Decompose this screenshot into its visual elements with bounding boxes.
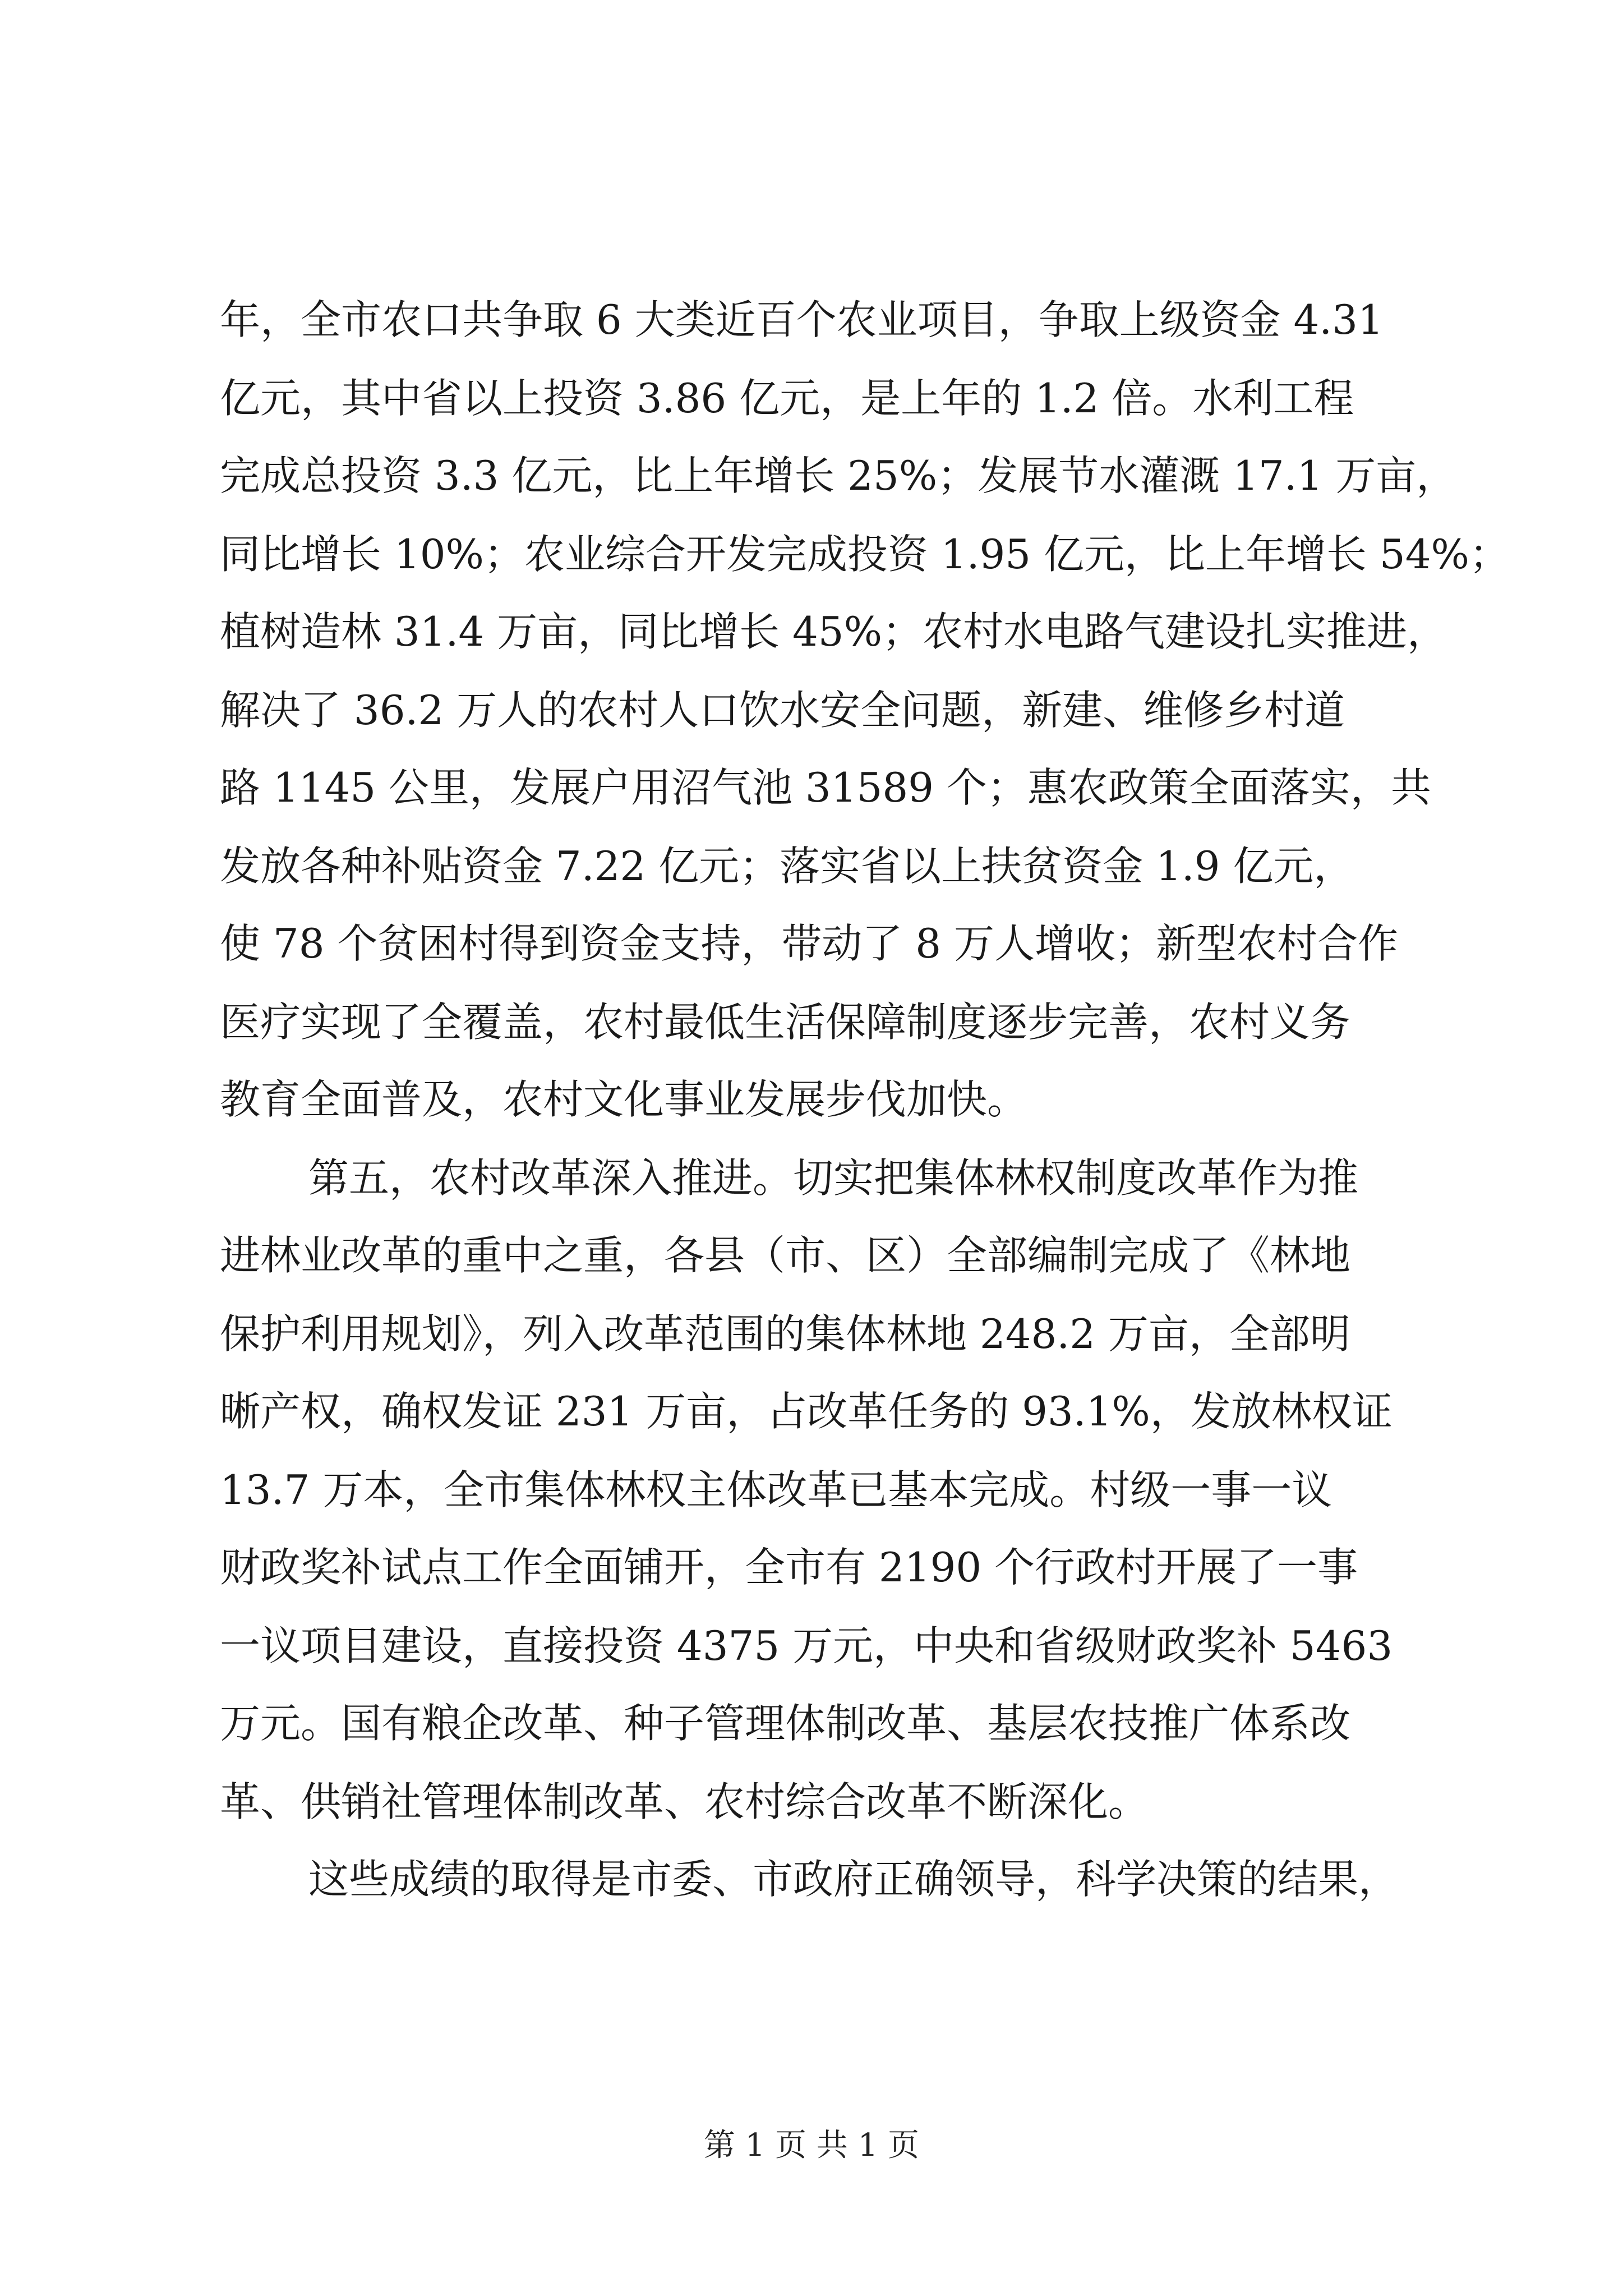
text-line: 植树造林 31.4 万亩，同比增长 45%；农村水电路气建设扎实推进， bbox=[220, 608, 1448, 655]
text-line: 万元。国有粮企改革、种子管理体制改革、基层农技推广体系改 bbox=[220, 1700, 1351, 1747]
text-line: 一议项目建设，直接投资 4375 万元，中央和省级财政奖补 5463 bbox=[220, 1622, 1393, 1669]
text-line: 亿元，其中省以上投资 3.86 亿元，是上年的 1.2 倍。水利工程 bbox=[220, 375, 1354, 422]
text-line: 13.7 万本，全市集体林权主体改革已基本完成。村级一事一议 bbox=[220, 1466, 1332, 1513]
text-line: 第五，农村改革深入推进。切实把集体林权制度改革作为推 bbox=[308, 1154, 1359, 1202]
text-line: 同比增长 10%；农业综合开发完成投资 1.95 亿元，比上年增长 54%； bbox=[220, 531, 1510, 578]
text-line: 晰产权，确权发证 231 万亩，占改革任务的 93.1%，发放林权证 bbox=[220, 1388, 1393, 1435]
text-line: 年，全市农口共争取 6 大类近百个农业项目，争取上级资金 4.31 bbox=[220, 296, 1384, 343]
text-line: 使 78 个贫困村得到资金支持，带动了 8 万人增收；新型农村合作 bbox=[220, 920, 1398, 967]
text-line: 路 1145 公里，发展户用沼气池 31589 个；惠农政策全面落实，共 bbox=[220, 764, 1431, 811]
page-footer: 第 1 页 共 1 页 bbox=[703, 2127, 920, 2164]
text-line: 医疗实现了全覆盖，农村最低生活保障制度逐步完善，农村义务 bbox=[220, 999, 1351, 1046]
text-line: 教育全面普及，农村文化事业发展步伐加快。 bbox=[220, 1076, 1028, 1123]
text-line: 完成总投资 3.3 亿元，比上年增长 25%；发展节水灌溉 17.1 万亩， bbox=[220, 452, 1457, 499]
text-line: 解决了 36.2 万人的农村人口饮水安全问题，新建、维修乡村道 bbox=[220, 687, 1345, 734]
text-line: 进林业改革的重中之重，各县（市、区）全部编制完成了《林地 bbox=[220, 1232, 1351, 1279]
text-line: 革、供销社管理体制改革、农村综合改革不断深化。 bbox=[220, 1778, 1149, 1825]
text-line: 发放各种补贴资金 7.22 亿元；落实省以上扶贫资金 1.9 亿元， bbox=[220, 843, 1354, 890]
text-line: 财政奖补试点工作全面铺开，全市有 2190 个行政村开展了一事 bbox=[220, 1544, 1358, 1591]
text-line: 保护利用规划》，列入改革范围的集体林地 248.2 万亩，全部明 bbox=[220, 1310, 1350, 1358]
text-line: 这些成绩的取得是市委、市政府正确领导，科学决策的结果， bbox=[308, 1856, 1399, 1903]
